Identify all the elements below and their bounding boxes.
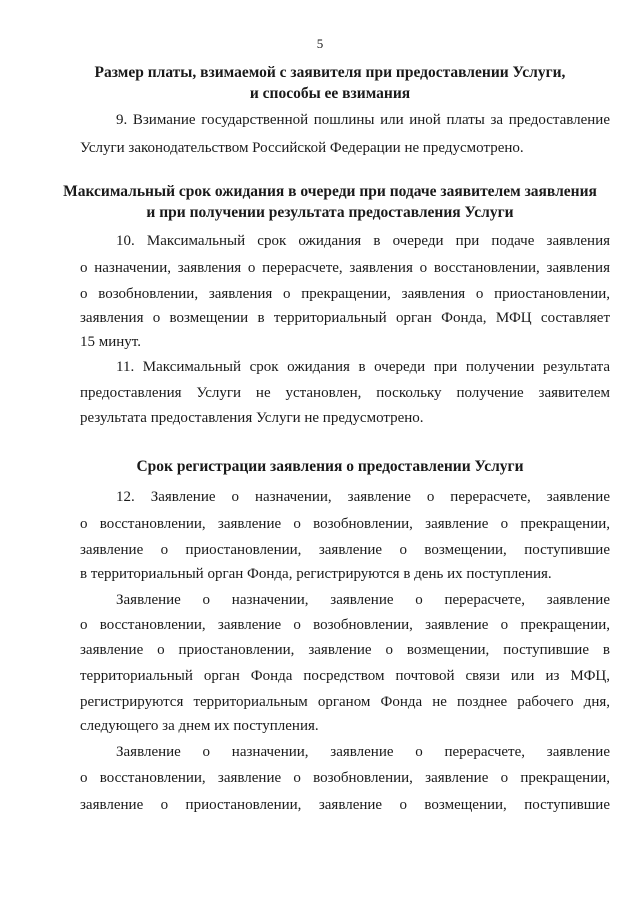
heading-line: и способы ее взимания: [249, 85, 411, 102]
paragraph-12-line: заявление о приостановлении, заявление о возмещении, поступившие: [80, 542, 610, 558]
paragraph-12-line: в территориальный орган Фонда, регистрируются в день их поступления.: [80, 566, 552, 582]
paragraph-b-line: заявление о приостановлении, заявление о возмещении, поступившие: [80, 797, 610, 813]
paragraph-11-line: предоставления Услуги не установлен, поскольку получение заявителем: [80, 385, 610, 401]
section-heading-registration: [60, 456, 600, 477]
paragraph-9-line: 9. Взимание государственной пошлины или иной платы за предоставление: [116, 112, 610, 128]
paragraph-a-line: регистрируются территориальным органом Фонда не позднее рабочего дня,: [80, 694, 610, 710]
paragraph-b-line: о восстановлении, заявление о возобновлении, заявление о прекращении,: [80, 770, 610, 786]
heading-line: и при получении результата предоставления Услуги: [146, 204, 514, 221]
paragraph-10-line: 15 минут.: [80, 334, 141, 350]
paragraph-11-line: 11. Максимальный срок ожидания в очереди при получении результата: [116, 359, 610, 375]
page-number: 5: [316, 36, 324, 51]
heading-line: Срок регистрации заявления о предоставлении Услуги: [136, 458, 524, 475]
paragraph-a-line: о восстановлении, заявление о возобновлении, заявление о прекращении,: [80, 617, 610, 633]
heading-line: Максимальный срок ожидания в очереди при подаче заявителем заявления: [63, 183, 597, 200]
paragraph-10-line: заявления о возмещении в территориальный орган Фонда, МФЦ составляет: [80, 310, 610, 326]
paragraph-a-line: Заявление о назначении, заявление о перерасчете, заявление: [116, 592, 610, 608]
section-heading-queue: [60, 181, 600, 223]
paragraph-12-line: о восстановлении, заявление о возобновлении, заявление о прекращении,: [80, 516, 610, 532]
paragraph-9-line: Услуги законодательством Российской Федерации не предусмотрено.: [80, 140, 524, 156]
paragraph-10-line: о назначении, заявления о перерасчете, заявления о восстановлении, заявления: [80, 260, 610, 276]
paragraph-b-line: Заявление о назначении, заявление о перерасчете, заявление: [116, 744, 610, 760]
paragraph-10-line: о возобновлении, заявления о прекращении, заявления о приостановлении,: [80, 286, 610, 302]
section-heading-fee: [60, 62, 600, 104]
paragraph-a-line: территориальный орган Фонда посредством почтовой связи или из МФЦ,: [80, 668, 610, 684]
paragraph-10-line: 10. Максимальный срок ожидания в очереди при подаче заявления: [116, 233, 610, 249]
paragraph-a-line: следующего за днем их поступления.: [80, 718, 319, 734]
paragraph-12-line: 12. Заявление о назначении, заявление о перерасчете, заявление: [116, 489, 610, 505]
paragraph-11-line: результата предоставления Услуги не предусмотрено.: [80, 410, 424, 426]
paragraph-a-line: заявление о приостановлении, заявление о возмещении, поступившие в: [80, 642, 610, 658]
heading-line: Размер платы, взимаемой с заявителя при предоставлении Услуги,: [94, 64, 566, 81]
